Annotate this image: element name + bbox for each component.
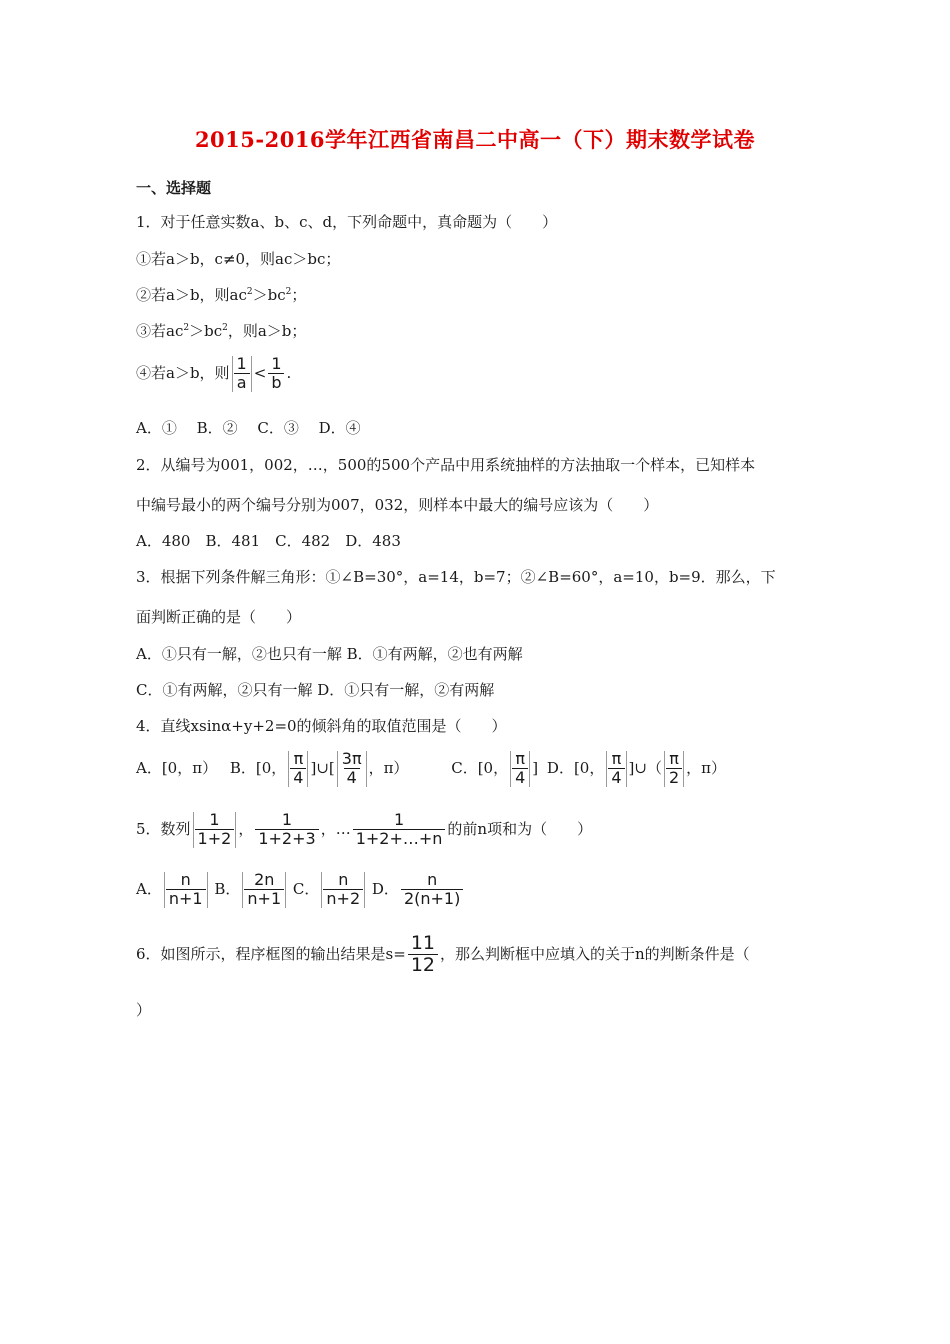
text: ] [532,758,539,777]
fraction [337,751,367,787]
fraction [401,872,463,908]
denominator: 1+2+3 [255,829,318,848]
q1-statement-3 [136,321,306,344]
q3-stem-line-1: 3．根据下列条件解三角形：①∠B=30°，a=14，b=7；②∠B=60°，a=10，b=9．那么，下 [136,568,776,586]
text: 5．数列 [136,819,191,838]
fraction [268,356,284,392]
option-a: A．[0，π） [136,758,218,777]
numerator: 1 [236,354,247,373]
denominator: 2 [666,768,682,787]
numerator: 11 [410,932,435,954]
text: ②若a＞b，则ac [136,286,247,304]
text: ，π） [686,758,727,777]
denominator: a [234,373,250,392]
text: ，那么判断框中应填入的关于n的判断条件是（ [440,944,750,963]
numerator: n [338,870,349,889]
text: ＞bc [252,286,286,304]
text: 6．如图所示，程序框图的输出结果是s= [136,944,406,963]
denominator: 4 [290,768,306,787]
numerator: 1 [209,810,220,829]
q2-stem-line-2: 中编号最小的两个编号分别为007，032，则样本中最大的编号应该为（ ） [136,496,659,514]
fraction [510,751,530,787]
numerator: 3π [341,749,362,768]
q6-stem-line-2: ） [136,1001,152,1019]
numerator: n [180,870,191,889]
fraction [232,356,252,392]
q6-stem [136,934,750,976]
q4-options [136,751,726,787]
text: ，则a＞b； [227,322,307,340]
numerator: 1 [281,810,293,829]
numerator: 1 [271,354,282,373]
fraction [321,872,365,908]
page-title: 2015-2016学年江西省南昌二中高一（下）期末数学试卷 [194,127,756,152]
denominator: 2(n+1) [401,889,463,908]
numerator: π [611,749,622,768]
denominator: 1+2 [195,829,235,848]
text: ＞bc [189,322,223,340]
q3-stem-line-2: 面判断正确的是（ ） [136,608,302,626]
text: ； [291,286,307,304]
text: ， [238,819,254,838]
fraction [288,751,308,787]
numerator: π [669,749,679,768]
text: ]∪（ [628,758,662,777]
fraction [242,872,286,908]
fraction [255,812,318,848]
denominator: n+2 [323,889,363,908]
q2-stem-line-1: 2．从编号为001，002，…，500的500个产品中用系统抽样的方法抽取一个样本，已知样本 [136,456,756,474]
fraction [408,934,438,976]
denominator: 1+2+…+n [353,829,446,848]
fraction [353,812,446,848]
option-c: C． [292,879,320,898]
fraction [606,751,626,787]
superscript: 2 [183,323,190,333]
option-c: C．[0， [451,758,509,777]
q2-options: A．480 B．481 C．482 D．483 [136,532,401,550]
denominator: b [268,373,284,392]
q1-statement-4 [136,356,291,392]
superscript: 2 [222,323,228,333]
text: ，… [320,819,351,838]
option-a: A． [136,879,162,898]
denominator: 4 [608,768,624,787]
text: ④若a＞b，则 [136,363,230,382]
section-heading: 一、选择题 [136,179,212,197]
option-d: D．[0， [546,758,605,777]
denominator: n+1 [166,889,206,908]
text: 的前n项和为（ ） [447,819,593,838]
denominator: 12 [408,954,438,976]
q1-stem: 1．对于任意实数a、b、c、d，下列命题中，真命题为（ ） [136,213,558,231]
text: ③若ac [136,322,184,340]
numerator: 2n [254,870,275,889]
superscript: 2 [246,287,253,297]
q1-statement-1: ①若a＞b，c≠0，则ac＞bc； [136,250,341,268]
q3-options-ab: A．①只有一解，②也只有一解 B．①有两解，②也有两解 [136,645,523,663]
q1-options: A．① B．② C．③ D．④ [136,419,361,437]
fraction [164,872,208,908]
denominator: 4 [512,768,528,787]
less-than: < [253,363,267,382]
q5-options [136,872,465,908]
superscript: 2 [285,287,292,297]
numerator: π [515,749,525,768]
numerator: 1 [393,810,405,829]
q1-statement-2 [136,285,306,308]
option-b: B． [214,879,241,898]
fraction [193,812,237,848]
numerator: π [293,749,304,768]
q4-stem: 4．直线xsinα+y+2=0的倾斜角的取值范围是（ ） [136,717,507,735]
denominator: 4 [344,768,360,787]
option-d: D． [371,879,399,898]
fraction [664,751,684,787]
option-b: B．[0， [229,758,287,777]
numerator: n [427,870,438,889]
text: . [286,363,292,382]
q3-options-cd: C．①有两解，②只有一解 D．①只有一解，②有两解 [136,681,495,699]
text: ]∪[ [310,758,335,777]
denominator: n+1 [244,889,284,908]
q5-stem [136,812,592,848]
text: ，π） [368,758,409,777]
